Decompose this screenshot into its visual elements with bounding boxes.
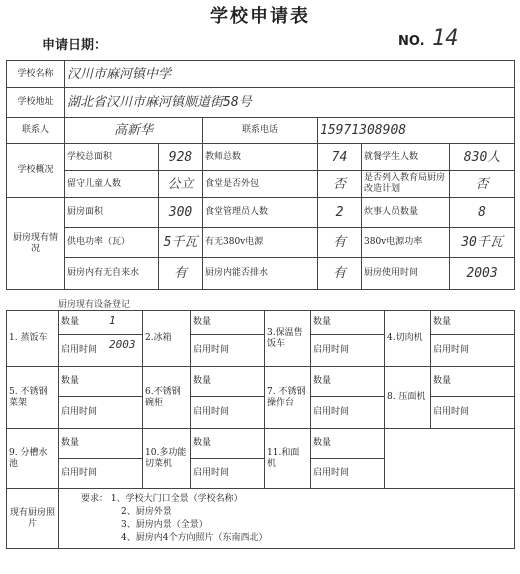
boarding-value: 830人 <box>450 144 515 171</box>
equipment-name: 8. 压面机 <box>385 367 431 429</box>
equipment-name: 9. 分槽水池 <box>7 429 59 489</box>
teachers-label: 教师总数 <box>203 144 318 171</box>
equipment-date-value: 2003 <box>109 338 136 351</box>
equipment-date-cell <box>311 459 385 489</box>
date-used-label: 启用时间 <box>61 345 98 355</box>
address-value: 湖北省汉川市麻河镇顺道街58号 <box>65 88 515 118</box>
equipment-date-cell <box>191 459 265 489</box>
equipment-section-title: 厨房现有设备登记 <box>58 300 131 310</box>
plan-label: 是否列入教育局厨房改造计划 <box>362 171 450 198</box>
boarding-label: 就餐学生人数 <box>362 144 450 171</box>
years-label: 厨房使用时间 <box>362 258 450 290</box>
qty-label: 数量 <box>193 376 212 386</box>
requirement-item-3: 3、厨房内景（全景） <box>121 519 208 530</box>
equipment-name: 5. 不锈钢菜架 <box>7 367 59 429</box>
overview-label: 学校概况 <box>7 144 65 198</box>
date-used-label: 启用时间 <box>313 345 350 355</box>
contact-label: 联系人 <box>7 118 65 144</box>
qty-label: 数量 <box>313 438 332 448</box>
equipment-date-cell <box>191 397 265 429</box>
equipment-date-cell <box>431 397 515 429</box>
equipment-qty-cell <box>311 367 385 397</box>
equipment-qty-cell <box>311 429 385 459</box>
outsourced-value: 否 <box>318 171 362 198</box>
equipment-qty-cell <box>59 429 143 459</box>
qty-label: 数量 <box>433 317 452 327</box>
qty-label: 数量 <box>61 438 80 448</box>
equipment-qty-cell <box>59 311 143 335</box>
phone-label: 联系电话 <box>203 118 318 144</box>
equipment-date-cell <box>311 397 385 429</box>
form-number: 14 <box>432 26 459 51</box>
equipment-name: 1. 蒸饭车 <box>7 311 59 367</box>
equipment-qty-cell <box>311 311 385 335</box>
equipment-date-cell <box>59 397 143 429</box>
date-used-label: 启用时间 <box>313 468 350 478</box>
v380-label: 有无380v电源 <box>203 228 318 258</box>
qty-label: 数量 <box>61 317 80 327</box>
water-label: 厨房内有无自来水 <box>65 258 159 290</box>
equipment-qty-cell <box>191 311 265 335</box>
date-used-label: 启用时间 <box>61 407 98 417</box>
equipment-qty-cell <box>191 429 265 459</box>
kitchen-area-label: 厨房面积 <box>65 198 159 228</box>
years-value: 2003 <box>450 258 515 290</box>
phone-value: 15971308908 <box>318 118 515 144</box>
plan-value: 否 <box>450 171 515 198</box>
qty-label: 数量 <box>193 317 212 327</box>
teachers-value: 74 <box>318 144 362 171</box>
equipment-date-cell <box>59 459 143 489</box>
qty-label: 数量 <box>313 317 332 327</box>
cooks-label: 炊事人员数量 <box>362 198 450 228</box>
date-used-label: 启用时间 <box>433 345 470 355</box>
equipment-name: 11.和面机 <box>265 429 311 489</box>
equipment-qty-cell <box>431 311 515 335</box>
empty-cell <box>385 429 515 489</box>
equipment-qty-cell <box>191 367 265 397</box>
date-used-label: 启用时间 <box>193 345 230 355</box>
requirement-item-4: 4、厨房内4个方向照片（东南西北） <box>121 532 268 543</box>
power-value: 5千瓦 <box>159 228 203 258</box>
qty-label: 数量 <box>313 376 332 386</box>
equipment-date-cell <box>431 335 515 367</box>
address-label: 学校地址 <box>7 88 65 118</box>
area-value: 928 <box>159 144 203 171</box>
v380-power-value: 30千瓦 <box>450 228 515 258</box>
equipment-qty-cell <box>59 367 143 397</box>
equipment-date-cell <box>311 335 385 367</box>
no-label: NO. <box>398 34 425 49</box>
v380-power-label: 380v电源功率 <box>362 228 450 258</box>
date-used-label: 启用时间 <box>313 407 350 417</box>
date-label: 申请日期： <box>42 38 108 53</box>
photos-label: 现有厨房照片 <box>7 489 59 549</box>
school-info-table <box>6 60 515 290</box>
equipment-date-cell <box>191 335 265 367</box>
contact-value: 高新华 <box>65 118 203 144</box>
equipment-name: 10.多功能切菜机 <box>143 429 191 489</box>
qty-label: 数量 <box>61 376 80 386</box>
requirement-item-1: 1、学校大门口全景（学校名称） <box>110 493 243 504</box>
outsourced-label: 食堂是否外包 <box>203 171 318 198</box>
left-behind-label: 留守儿童人数 <box>65 171 159 198</box>
photo-requirements <box>59 489 515 549</box>
managers-label: 食堂管理员人数 <box>203 198 318 228</box>
kitchen-area-value: 300 <box>159 198 203 228</box>
equipment-date-cell <box>59 335 143 367</box>
equipment-name: 4.切肉机 <box>385 311 431 367</box>
water-value: 有 <box>159 258 203 290</box>
equipment-name: 2.冰箱 <box>143 311 191 367</box>
requirement-item-2: 2、厨房外景 <box>121 506 172 517</box>
requirements-head: 要求： <box>81 493 109 504</box>
v380-value: 有 <box>318 228 362 258</box>
date-used-label: 启用时间 <box>61 468 98 478</box>
equipment-name: 6.不锈钢碗柜 <box>143 367 191 429</box>
equipment-qty-value: 1 <box>109 314 116 327</box>
school-name-value: 汉川市麻河镇中学 <box>65 61 515 88</box>
drain-value: 有 <box>318 258 362 290</box>
qty-label: 数量 <box>193 438 212 448</box>
qty-label: 数量 <box>433 376 452 386</box>
date-used-label: 启用时间 <box>193 407 230 417</box>
managers-value: 2 <box>318 198 362 228</box>
equipment-qty-cell <box>431 367 515 397</box>
equipment-table <box>6 310 515 549</box>
left-behind-value: 公立 <box>159 171 203 198</box>
power-label: 供电功率（瓦） <box>65 228 159 258</box>
equipment-name: 3.保温售饭车 <box>265 311 311 367</box>
kitchen-label: 厨房现有情况 <box>7 198 65 290</box>
form-title: 学校申请表 <box>210 6 310 27</box>
equipment-name: 7. 不锈钢操作台 <box>265 367 311 429</box>
date-used-label: 启用时间 <box>193 468 230 478</box>
date-used-label: 启用时间 <box>433 407 470 417</box>
drain-label: 厨房内能否排水 <box>203 258 318 290</box>
cooks-value: 8 <box>450 198 515 228</box>
school-name-label: 学校名称 <box>7 61 65 88</box>
area-label: 学校总面积 <box>65 144 159 171</box>
